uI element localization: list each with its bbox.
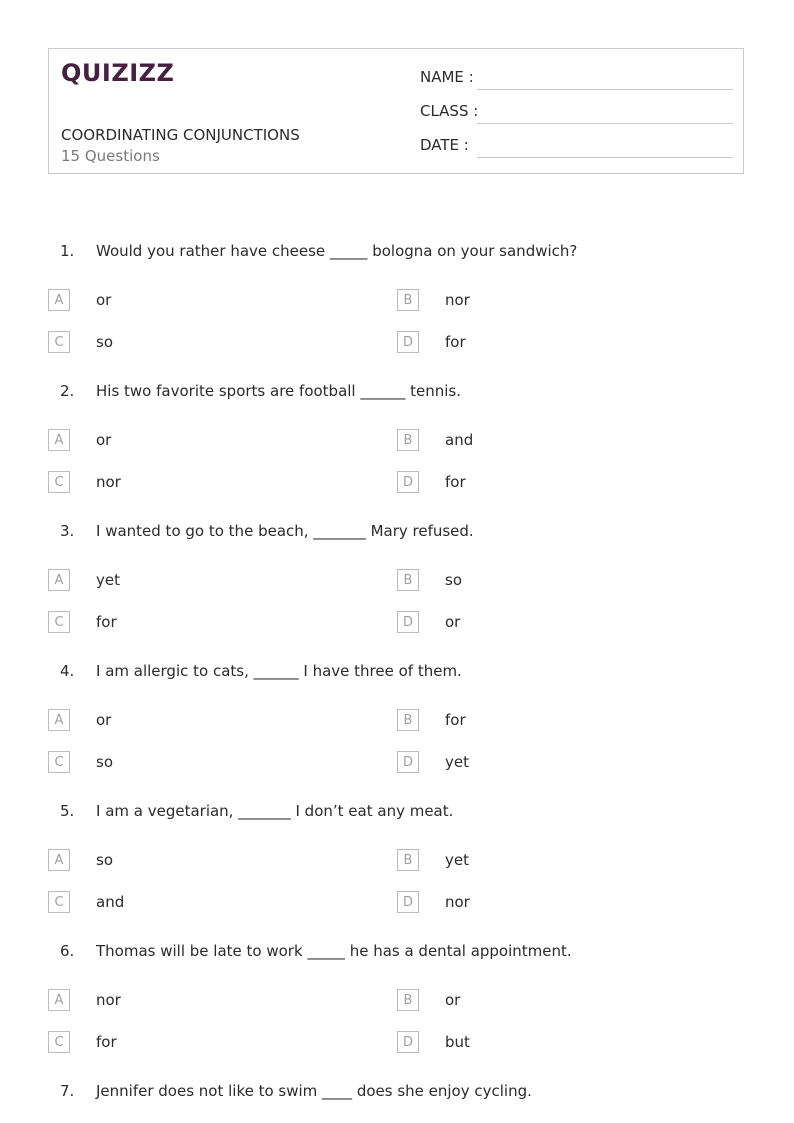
option-text: nor — [96, 473, 121, 491]
option-b[interactable] — [397, 989, 697, 1013]
option-text: and — [445, 431, 474, 449]
question-number: 3. — [60, 522, 75, 540]
date-field[interactable] — [477, 157, 733, 158]
option-d[interactable] — [397, 1031, 697, 1055]
option-text: nor — [96, 991, 121, 1009]
option-d[interactable] — [397, 751, 697, 775]
option-text: for — [96, 613, 117, 631]
option-d[interactable] — [397, 471, 697, 495]
option-text: so — [445, 571, 462, 589]
option-c[interactable] — [48, 751, 348, 775]
question — [0, 522, 794, 546]
question-number: 4. — [60, 662, 75, 680]
option-a[interactable] — [48, 849, 348, 873]
question-number: 5. — [60, 802, 75, 820]
option-letter-box: B — [397, 849, 419, 871]
question — [0, 802, 794, 826]
class-field[interactable] — [477, 123, 733, 124]
option-b[interactable] — [397, 429, 697, 453]
option-d[interactable] — [397, 891, 697, 915]
class-label: CLASS : — [420, 102, 479, 120]
option-text: for — [445, 473, 466, 491]
option-letter-box: B — [397, 989, 419, 1011]
question — [0, 1082, 794, 1106]
question — [0, 662, 794, 686]
option-text: yet — [445, 753, 469, 771]
question-count: 15 Questions — [61, 147, 160, 165]
question-number: 7. — [60, 1082, 75, 1100]
option-letter-box: A — [48, 289, 70, 311]
option-d[interactable] — [397, 611, 697, 635]
option-text: nor — [445, 893, 470, 911]
option-letter-box: D — [397, 891, 419, 913]
option-b[interactable] — [397, 849, 697, 873]
option-letter-box: D — [397, 751, 419, 773]
option-letter-box: B — [397, 289, 419, 311]
option-b[interactable] — [397, 709, 697, 733]
option-letter-box: C — [48, 751, 70, 773]
option-letter-box: D — [397, 471, 419, 493]
option-text: or — [96, 431, 112, 449]
option-a[interactable] — [48, 989, 348, 1013]
option-a[interactable] — [48, 429, 348, 453]
option-b[interactable] — [397, 289, 697, 313]
option-letter-box: A — [48, 429, 70, 451]
worksheet-title: COORDINATING CONJUNCTIONS — [61, 126, 300, 144]
option-letter-box: C — [48, 891, 70, 913]
option-c[interactable] — [48, 1031, 348, 1055]
option-letter-box: C — [48, 1031, 70, 1053]
question — [0, 242, 794, 266]
option-letter-box: A — [48, 989, 70, 1011]
option-letter-box: D — [397, 1031, 419, 1053]
question-number: 2. — [60, 382, 75, 400]
question-text: I wanted to go to the beach, _______ Mary refused. — [96, 522, 474, 540]
option-text: nor — [445, 291, 470, 309]
option-letter-box: B — [397, 569, 419, 591]
option-text: or — [96, 291, 112, 309]
option-text: so — [96, 753, 113, 771]
option-a[interactable] — [48, 569, 348, 593]
question-text: Thomas will be late to work _____ he has a dental appointment. — [96, 942, 572, 960]
option-a[interactable] — [48, 289, 348, 313]
quizizz-logo: QUIZIZZ — [61, 59, 175, 87]
option-letter-box: C — [48, 471, 70, 493]
option-text: and — [96, 893, 125, 911]
option-letter-box: B — [397, 709, 419, 731]
option-c[interactable] — [48, 891, 348, 915]
option-text: or — [96, 711, 112, 729]
question-text: I am a vegetarian, _______ I don’t eat any meat. — [96, 802, 454, 820]
option-letter-box: A — [48, 709, 70, 731]
option-c[interactable] — [48, 331, 348, 355]
option-letter-box: C — [48, 331, 70, 353]
option-text: for — [96, 1033, 117, 1051]
question — [0, 382, 794, 406]
option-letter-box: A — [48, 569, 70, 591]
date-label: DATE : — [420, 136, 469, 154]
option-c[interactable] — [48, 471, 348, 495]
option-letter-box: B — [397, 429, 419, 451]
option-text: but — [445, 1033, 470, 1051]
question-number: 6. — [60, 942, 75, 960]
option-d[interactable] — [397, 331, 697, 355]
option-letter-box: C — [48, 611, 70, 633]
option-text: for — [445, 711, 466, 729]
option-c[interactable] — [48, 611, 348, 635]
worksheet-header — [48, 48, 744, 174]
question-text: His two favorite sports are football ______ tennis. — [96, 382, 462, 400]
option-text: or — [445, 991, 461, 1009]
option-letter-box: D — [397, 611, 419, 633]
option-letter-box: D — [397, 331, 419, 353]
option-text: yet — [445, 851, 469, 869]
question-text: Would you rather have cheese _____ bologna on your sandwich? — [96, 242, 578, 260]
question-number: 1. — [60, 242, 75, 260]
option-text: for — [445, 333, 466, 351]
option-text: yet — [96, 571, 120, 589]
option-text: so — [96, 851, 113, 869]
option-b[interactable] — [397, 569, 697, 593]
option-text: or — [445, 613, 461, 631]
question-text: Jennifer does not like to swim ____ does she enjoy cycling. — [96, 1082, 532, 1100]
option-text: so — [96, 333, 113, 351]
option-letter-box: A — [48, 849, 70, 871]
name-field[interactable] — [477, 89, 733, 90]
question — [0, 942, 794, 966]
option-a[interactable] — [48, 709, 348, 733]
name-label: NAME : — [420, 68, 474, 86]
question-text: I am allergic to cats, ______ I have three of them. — [96, 662, 462, 680]
